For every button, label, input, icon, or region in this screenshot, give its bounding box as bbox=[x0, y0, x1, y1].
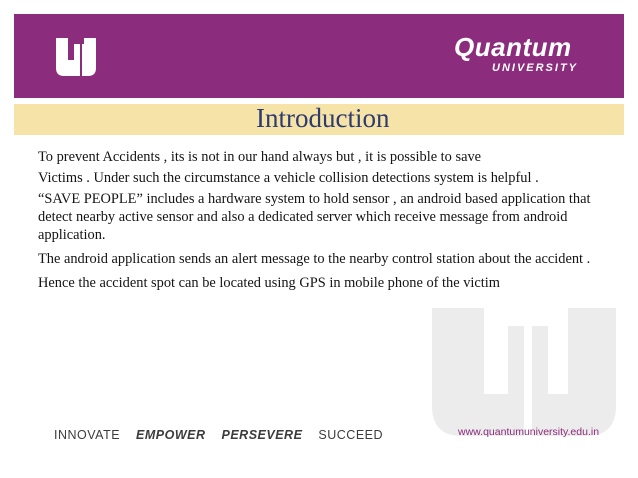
paragraph-5: Hence the accident spot can be located using GPS in mobile phone of the victim bbox=[38, 275, 500, 291]
tagline-succeed: SUCCEED bbox=[318, 428, 384, 442]
paragraph-4: The android application sends an alert message to the nearby control station about the accident . bbox=[38, 251, 591, 267]
footer-taglines bbox=[54, 428, 414, 444]
paragraph-2: Victims . Under such the circumstance a vehicle collision detections system is helpful . bbox=[38, 170, 539, 186]
header-banner bbox=[14, 14, 624, 98]
tagline-innovate: INNOVATE bbox=[54, 428, 121, 442]
tagline-empower: EMPOWER bbox=[136, 428, 206, 442]
brand-wordmark bbox=[454, 32, 594, 88]
university-logo-icon bbox=[54, 36, 98, 78]
tagline-persevere: PERSEVERE bbox=[221, 428, 303, 442]
brand-subtitle: UNIVERSITY bbox=[492, 62, 579, 74]
website-url[interactable]: www.quantumuniversity.edu.in bbox=[458, 426, 600, 438]
watermark-logo-icon bbox=[432, 308, 616, 436]
title-bar bbox=[14, 104, 624, 135]
slide-title: Introduction bbox=[256, 103, 390, 133]
brand-name: Quantum bbox=[454, 32, 572, 62]
paragraph-1: To prevent Accidents , its is not in our hand always but , it is possible to save bbox=[38, 149, 482, 165]
paragraph-3: “SAVE PEOPLE” includes a hardware system to hold sensor , an android based application that detect nearby active sensor and also a dedicated server which receive message from android application. bbox=[38, 191, 591, 243]
slide-content bbox=[38, 148, 598, 298]
